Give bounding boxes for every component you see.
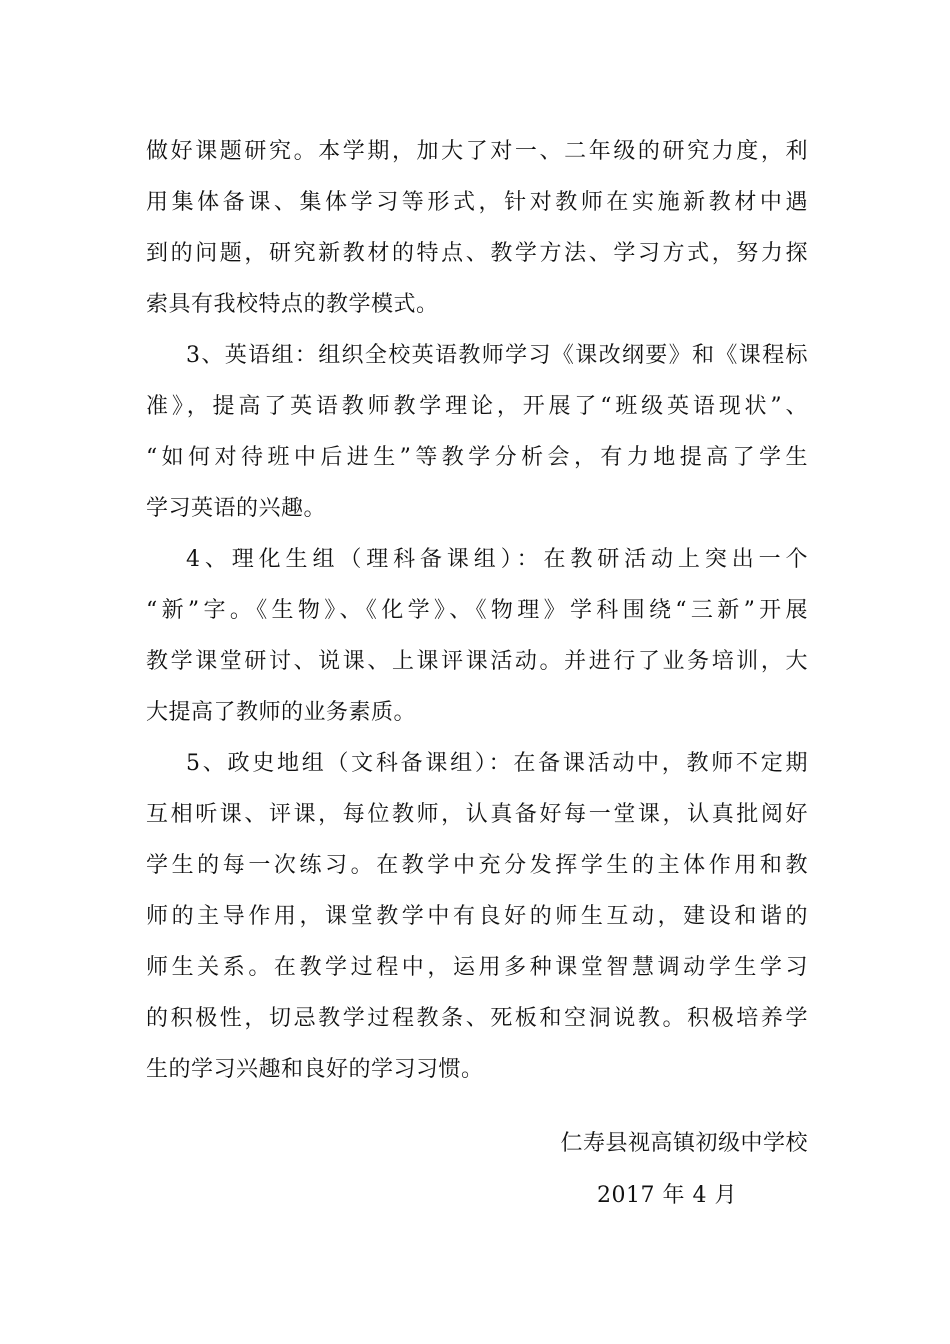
signature-school: 仁寿县视高镇初级中学校 xyxy=(560,1131,808,1156)
paragraph-research xyxy=(146,126,808,330)
text-line: 5、政史地组（文科备课组）：在备课活动中，教师不定期 xyxy=(186,751,808,776)
text-line: 教学课堂研讨、说课、上课评课活动。并进行了业务培训，大 xyxy=(146,649,808,674)
text-line: 师的主导作用，课堂教学中有良好的师生互动，建设和谐的 xyxy=(146,904,808,929)
text-line: 学生的每一次练习。在教学中充分发挥学生的主体作用和教 xyxy=(146,853,808,878)
text-line: 到的问题，研究新教材的特点、教学方法、学习方式，努力探 xyxy=(146,241,808,266)
text-line: 大提高了教师的业务素质。 xyxy=(146,700,417,725)
text-line: 做好课题研究。本学期，加大了对一、二年级的研究力度，利 xyxy=(146,139,808,164)
text-line: 准》，提高了英语教师教学理论，开展了“班级英语现状”、 xyxy=(146,394,808,419)
text-line: 师生关系。在教学过程中，运用多种课堂智慧调动学生学习 xyxy=(146,955,808,980)
text-line: “如何对待班中后进生”等教学分析会，有力地提高了学生 xyxy=(146,445,808,470)
paragraph-science-group xyxy=(146,534,808,738)
text-line: 索具有我校特点的教学模式。 xyxy=(146,292,439,317)
text-line: 学习英语的兴趣。 xyxy=(146,496,327,521)
text-line: 用集体备课、集体学习等形式，针对教师在实施新教材中遇 xyxy=(146,190,808,215)
text-line: 的积极性，切忌教学过程教条、死板和空洞说教。积极培养学 xyxy=(146,1006,808,1031)
text-line: 4、理化生组（理科备课组）：在教研活动上突出一个 xyxy=(186,547,808,572)
paragraph-humanities-group xyxy=(146,738,808,1095)
text-line: 3、英语组：组织全校英语教师学习《课改纲要》和《课程标 xyxy=(186,343,808,368)
paragraph-english-group xyxy=(146,330,808,534)
text-line: 互相听课、评课，每位教师，认真备好每一堂课，认真批阅好 xyxy=(146,802,808,827)
text-line: 生的学习兴趣和良好的学习习惯。 xyxy=(146,1057,484,1082)
text-line: “新”字。《生物》、《化学》、《物理》学科围绕“三新”开展 xyxy=(146,598,808,623)
signature-date: 2017 年 4 月 xyxy=(597,1183,737,1208)
document-body xyxy=(146,126,808,1095)
